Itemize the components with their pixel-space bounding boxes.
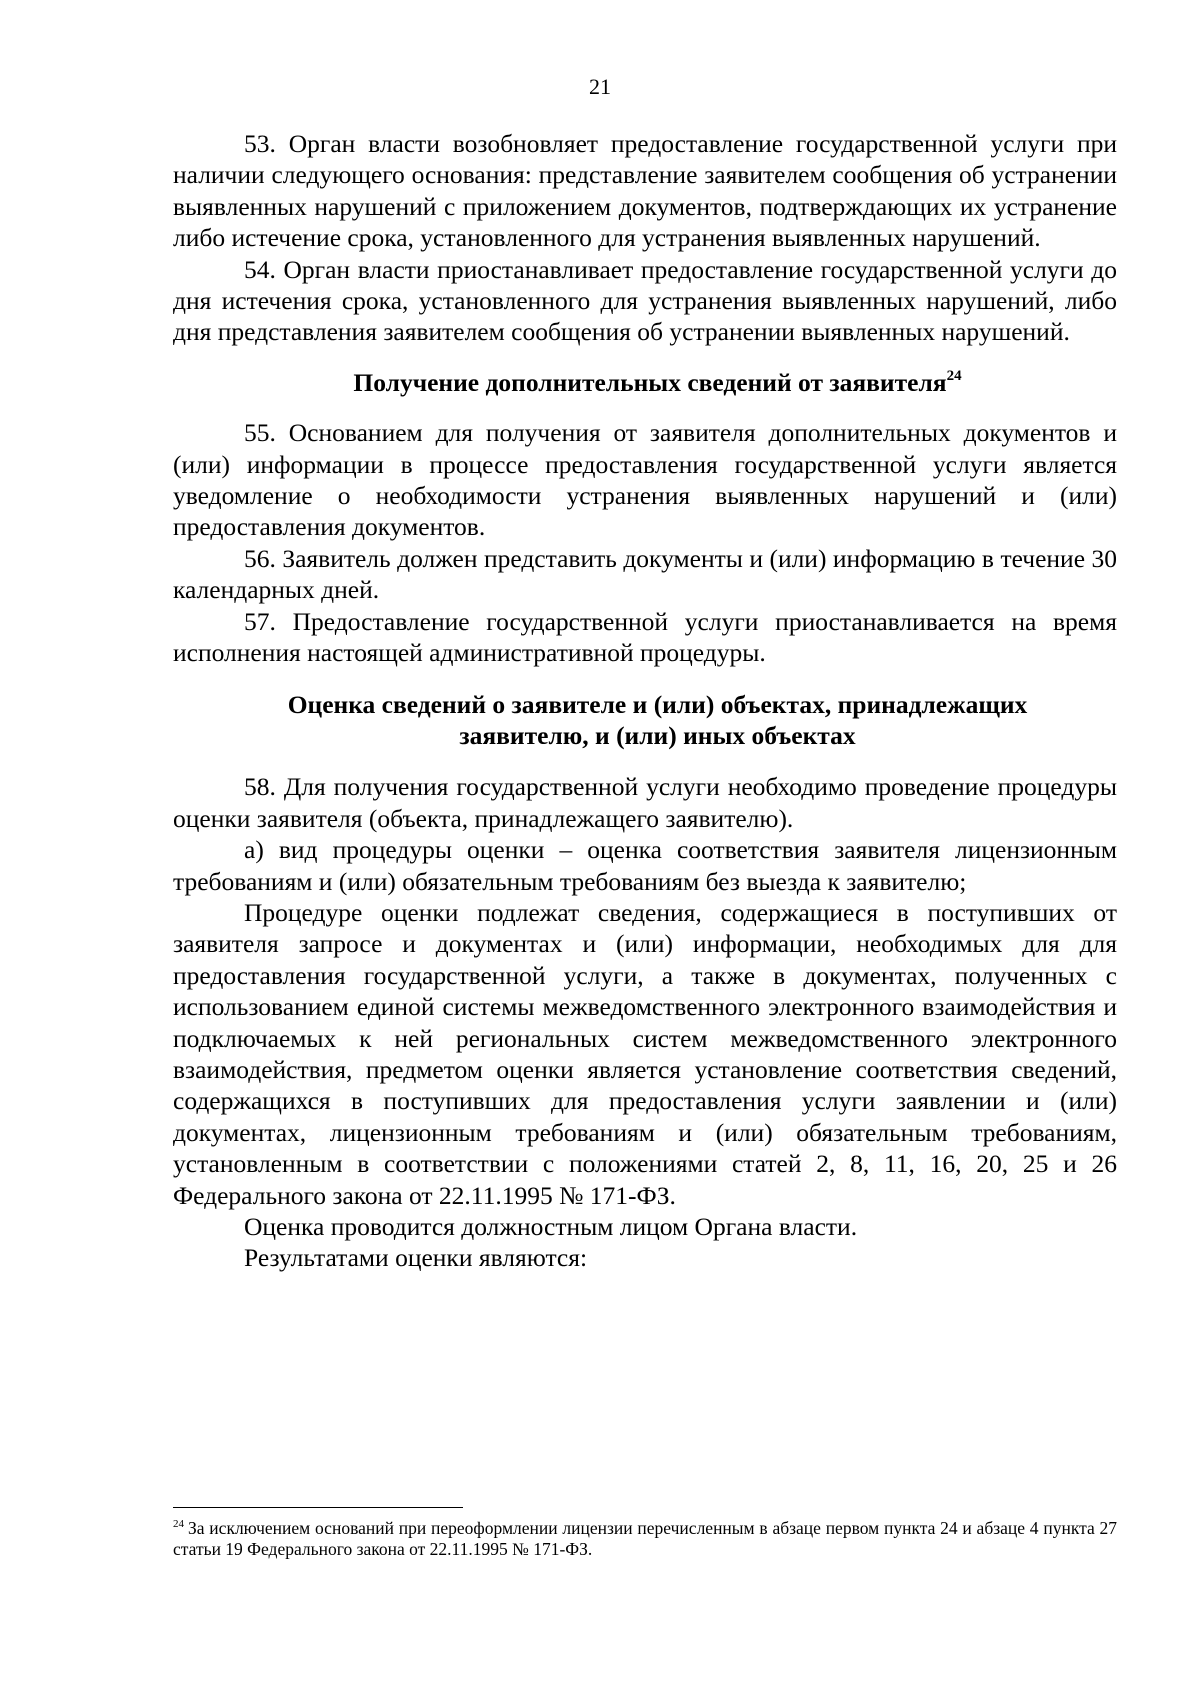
footnote-text: За исключением оснований при переоформлении лицензии перечисленным в абзаце первом пункта 24 и абзаце 4 пункта 27 статьи 19 Федерального закона от 22.11.1995 № 171-ФЗ. — [173, 1518, 1117, 1559]
footnote-separator — [173, 1507, 463, 1508]
footnote-number: 24 — [173, 1518, 184, 1530]
paragraph-58-assessment-subject: Процедуре оценки подлежат сведения, содержащиеся в поступивших от заявителя запросе и документах и (или) информации, необходимых для для предоставления государственной услуги, а также в документах, полученных с использованием единой системы межведомственного электронного взаимодействия и подключаемых к ней региональных систем межведомственного электронного взаимодействия, предметом оценки является установление соответствия сведений, содержащихся в поступивших для предоставления услуги заявлении и (или) документах, лицензионным требованиям и (или) обязательным требованиям, установленным в соответствии с положениями статей 2, 8, 11, 16, 20, 25 и 26 Федерального закона от 22.11.1995 № 171-ФЗ. — [173, 897, 1117, 1210]
paragraph-55: 55. Основанием для получения от заявителя дополнительных документов и (или) информации в процессе предоставления государственной услуги является уведомление о необходимости устранения выявленных нарушений и (или) предоставления документов. — [173, 418, 1117, 542]
page-number: 21 — [589, 74, 611, 99]
paragraph-56: 56. Заявитель должен представить документы и (или) информацию в течение 30 календарных дней. — [173, 543, 1117, 605]
paragraph-58: 58. Для получения государственной услуги необходимо проведение процедуры оценки заявителя (объекта, принадлежащего заявителю). — [173, 772, 1117, 833]
footnote-reference[interactable]: 24 — [946, 367, 962, 384]
paragraph-53: 53. Орган власти возобновляет предоставление государственной услуги при наличии следующего основания: представление заявителем сообщения об устранении выявленных нарушений с приложением документов, подтверждающих их устранение либо истечение срока, установленного для устранения выявленных нарушений. — [173, 129, 1117, 253]
paragraph-58-assessment-official: Оценка проводится должностным лицом Органа власти. — [244, 1212, 858, 1241]
paragraph-57: 57. Предоставление государственной услуги приостанавливается на время исполнения настоящей административной процедуры. — [173, 606, 1117, 668]
section-heading-assessment — [173, 689, 1117, 752]
paragraph-54: 54. Орган власти приостанавливает предоставление государственной услуги до дня истечения срока, установленного для устранения выявленных нарушений, либо дня представления заявителем сообщения об устранении выявленных нарушений. — [173, 254, 1117, 347]
section-heading-line-2: заявителю, и (или) иных объектах — [459, 720, 856, 750]
footnote-24 — [173, 1518, 1117, 1560]
section-heading-additional-info — [173, 367, 1117, 398]
section-heading-text: Получение дополнительных сведений от заявителя — [353, 367, 947, 397]
paragraph-58-item-a: а) вид процедуры оценки – оценка соответствия заявителя лицензионным требованиям и (или) обязательным требованиям без выезда к заявителю; — [173, 835, 1117, 896]
paragraph-58-results: Результатами оценки являются: — [244, 1243, 588, 1273]
document-body — [173, 128, 1117, 1274]
section-heading-line-1: Оценка сведений о заявителе и (или) объектах, принадлежащих — [287, 689, 1028, 719]
